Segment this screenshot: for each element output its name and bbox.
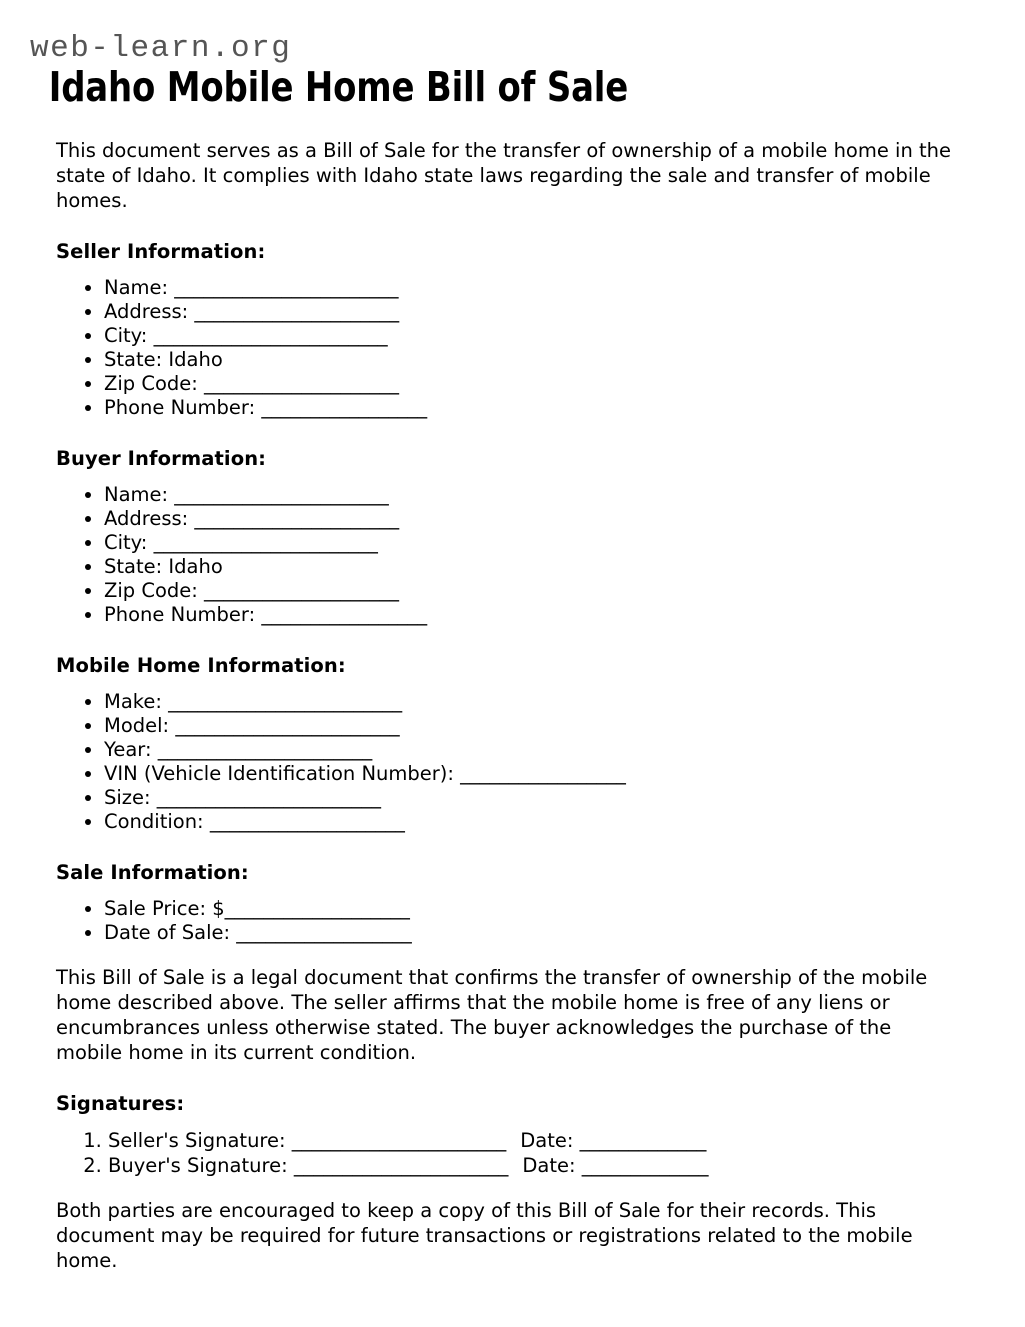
list-item: • City: ________________________ bbox=[104, 324, 965, 348]
signatures-heading: Signatures: bbox=[56, 1092, 185, 1115]
list-item bbox=[108, 1153, 965, 1178]
buyer-information-heading: Buyer Information: bbox=[56, 447, 267, 470]
seller-information-heading: Seller Information: bbox=[56, 240, 266, 263]
sale-information-list bbox=[56, 897, 965, 945]
list-item: • State: Idaho bbox=[104, 555, 965, 579]
mobile-home-information-heading: Mobile Home Information: bbox=[56, 654, 346, 677]
seller-signature-label: Seller's Signature: ______________________ bbox=[108, 1129, 507, 1152]
list-item: • State: Idaho bbox=[104, 348, 965, 372]
list-item: • Zip Code: ____________________ bbox=[104, 372, 965, 396]
legal-paragraph: This Bill of Sale is a legal document that confirms the transfer of ownership of the mobile home described above. The seller affirms that the mobile home is free of any liens or encumbrances unless otherwise stated. The buyer acknowledges the purchase of the mobile home in its current condition. bbox=[56, 966, 928, 1064]
list-item: • Address: _____________________ bbox=[104, 507, 965, 531]
document-body bbox=[0, 138, 1025, 1273]
list-item: • Name: ______________________ bbox=[104, 483, 965, 507]
site-brand-watermark: web-learn.org bbox=[30, 31, 292, 66]
list-item: • Sale Price: $___________________ bbox=[104, 897, 965, 921]
seller-signature-date-label: Date: _____________ bbox=[520, 1129, 707, 1152]
buyer-information-list bbox=[56, 483, 965, 627]
list-item: • Size: _______________________ bbox=[104, 786, 965, 810]
list-item: • Zip Code: ____________________ bbox=[104, 579, 965, 603]
buyer-signature-date-label: Date: _____________ bbox=[522, 1154, 709, 1177]
list-item: • Phone Number: _________________ bbox=[104, 603, 965, 627]
intro-paragraph: This document serves as a Bill of Sale for the transfer of ownership of a mobile home in the state of Idaho. It complies with Idaho state laws regarding the sale and transfer of mobile homes. bbox=[56, 139, 952, 212]
list-item: • Phone Number: _________________ bbox=[104, 396, 965, 420]
signatures-list bbox=[56, 1128, 965, 1178]
closing-paragraph: Both parties are encouraged to keep a copy of this Bill of Sale for their records. This document may be required for future transactions or registrations related to the mobile home. bbox=[56, 1199, 913, 1272]
list-item: • Year: ______________________ bbox=[104, 738, 965, 762]
list-item: • Model: _______________________ bbox=[104, 714, 965, 738]
list-item: • City: _______________________ bbox=[104, 531, 965, 555]
list-item: • Name: _______________________ bbox=[104, 276, 965, 300]
seller-information-list bbox=[56, 276, 965, 420]
list-item: • Condition: ____________________ bbox=[104, 810, 965, 834]
list-item: • Address: _____________________ bbox=[104, 300, 965, 324]
page-title: Idaho Mobile Home Bill of Sale bbox=[48, 63, 629, 111]
mobile-home-information-list bbox=[56, 690, 965, 834]
list-item bbox=[108, 1128, 965, 1153]
list-item: • Make: ________________________ bbox=[104, 690, 965, 714]
list-item: • VIN (Vehicle Identification Number): _________________ bbox=[104, 762, 965, 786]
sale-information-heading: Sale Information: bbox=[56, 861, 249, 884]
buyer-signature-label: Buyer's Signature: ______________________ bbox=[108, 1154, 509, 1177]
list-item: • Date of Sale: __________________ bbox=[104, 921, 965, 945]
